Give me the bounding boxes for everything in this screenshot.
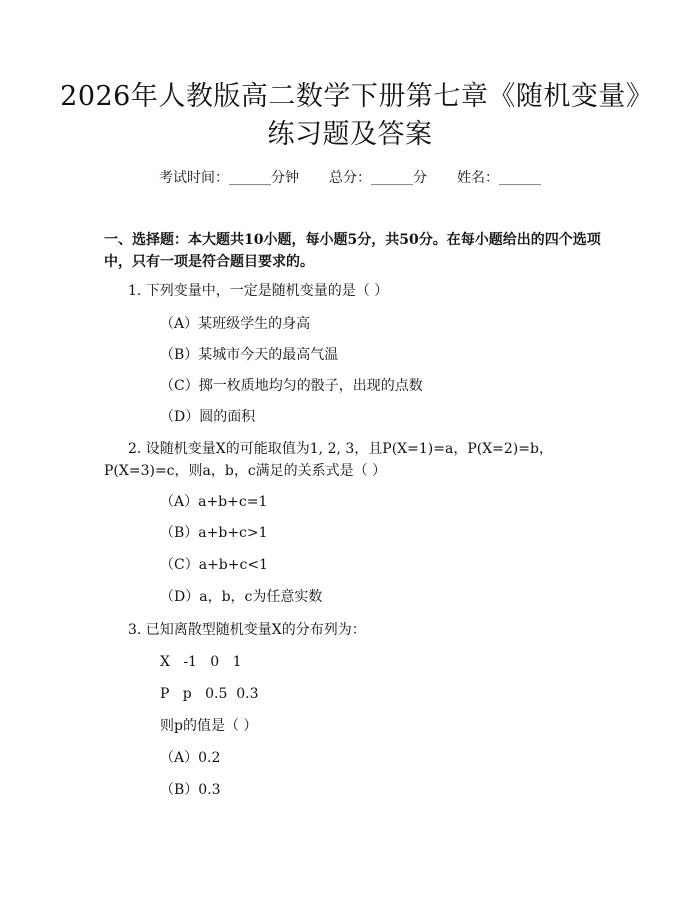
question-3-option-a: （A）0.2: [160, 750, 221, 766]
question-1-option-b: （B）某城市今天的最高气温: [160, 347, 339, 363]
question-2-option-d: （D）a，b，c为任意实数: [160, 589, 323, 605]
question-3-option-b: （B）0.3: [160, 782, 221, 798]
question-3-stem: 3. 已知离散型随机变量X的分布列为：: [128, 622, 366, 638]
student-name: 姓名：______: [457, 170, 541, 186]
exam-info: [0, 168, 700, 188]
question-2-stem: 2. 设随机变量X的可能取值为1, 2, 3，且P(X=1)=a，P(X=2)=b，P(X=3)=c，则a，b，c满足的关系式是（ ）: [104, 441, 553, 479]
section-heading: 一、选择题：本大题共10小题，每小题5分，共50分。在每小题给出的四个选项中，只有一项是符合题目要求的。: [104, 232, 601, 270]
question-2-option-b: （B）a+b+c>1: [160, 525, 268, 541]
distribution-row-p: P p 0.5 0.3: [160, 686, 259, 702]
exam-time: 考试时间：______分钟: [159, 170, 299, 186]
question-1-option-a: （A）某班级学生的身高: [160, 316, 311, 332]
question-1-option-d: （D）圆的面积: [160, 409, 256, 425]
document-title: 2026年人教版高二数学下册第七章《随机变量》练习题及答案: [60, 81, 640, 150]
question-2-option-a: （A）a+b+c=1: [160, 494, 268, 510]
question-1-stem: 1. 下列变量中，一定是随机变量的是（ ）: [128, 283, 389, 299]
question-2-option-c: （C）a+b+c<1: [160, 557, 268, 573]
total-score: 总分：______分: [329, 170, 427, 186]
question-1-option-c: （C）掷一枚质地均匀的骰子，出现的点数: [160, 378, 423, 394]
distribution-row-x: X -1 0 1: [160, 654, 242, 670]
question-3-ask: 则p的值是（ ）: [160, 718, 258, 734]
